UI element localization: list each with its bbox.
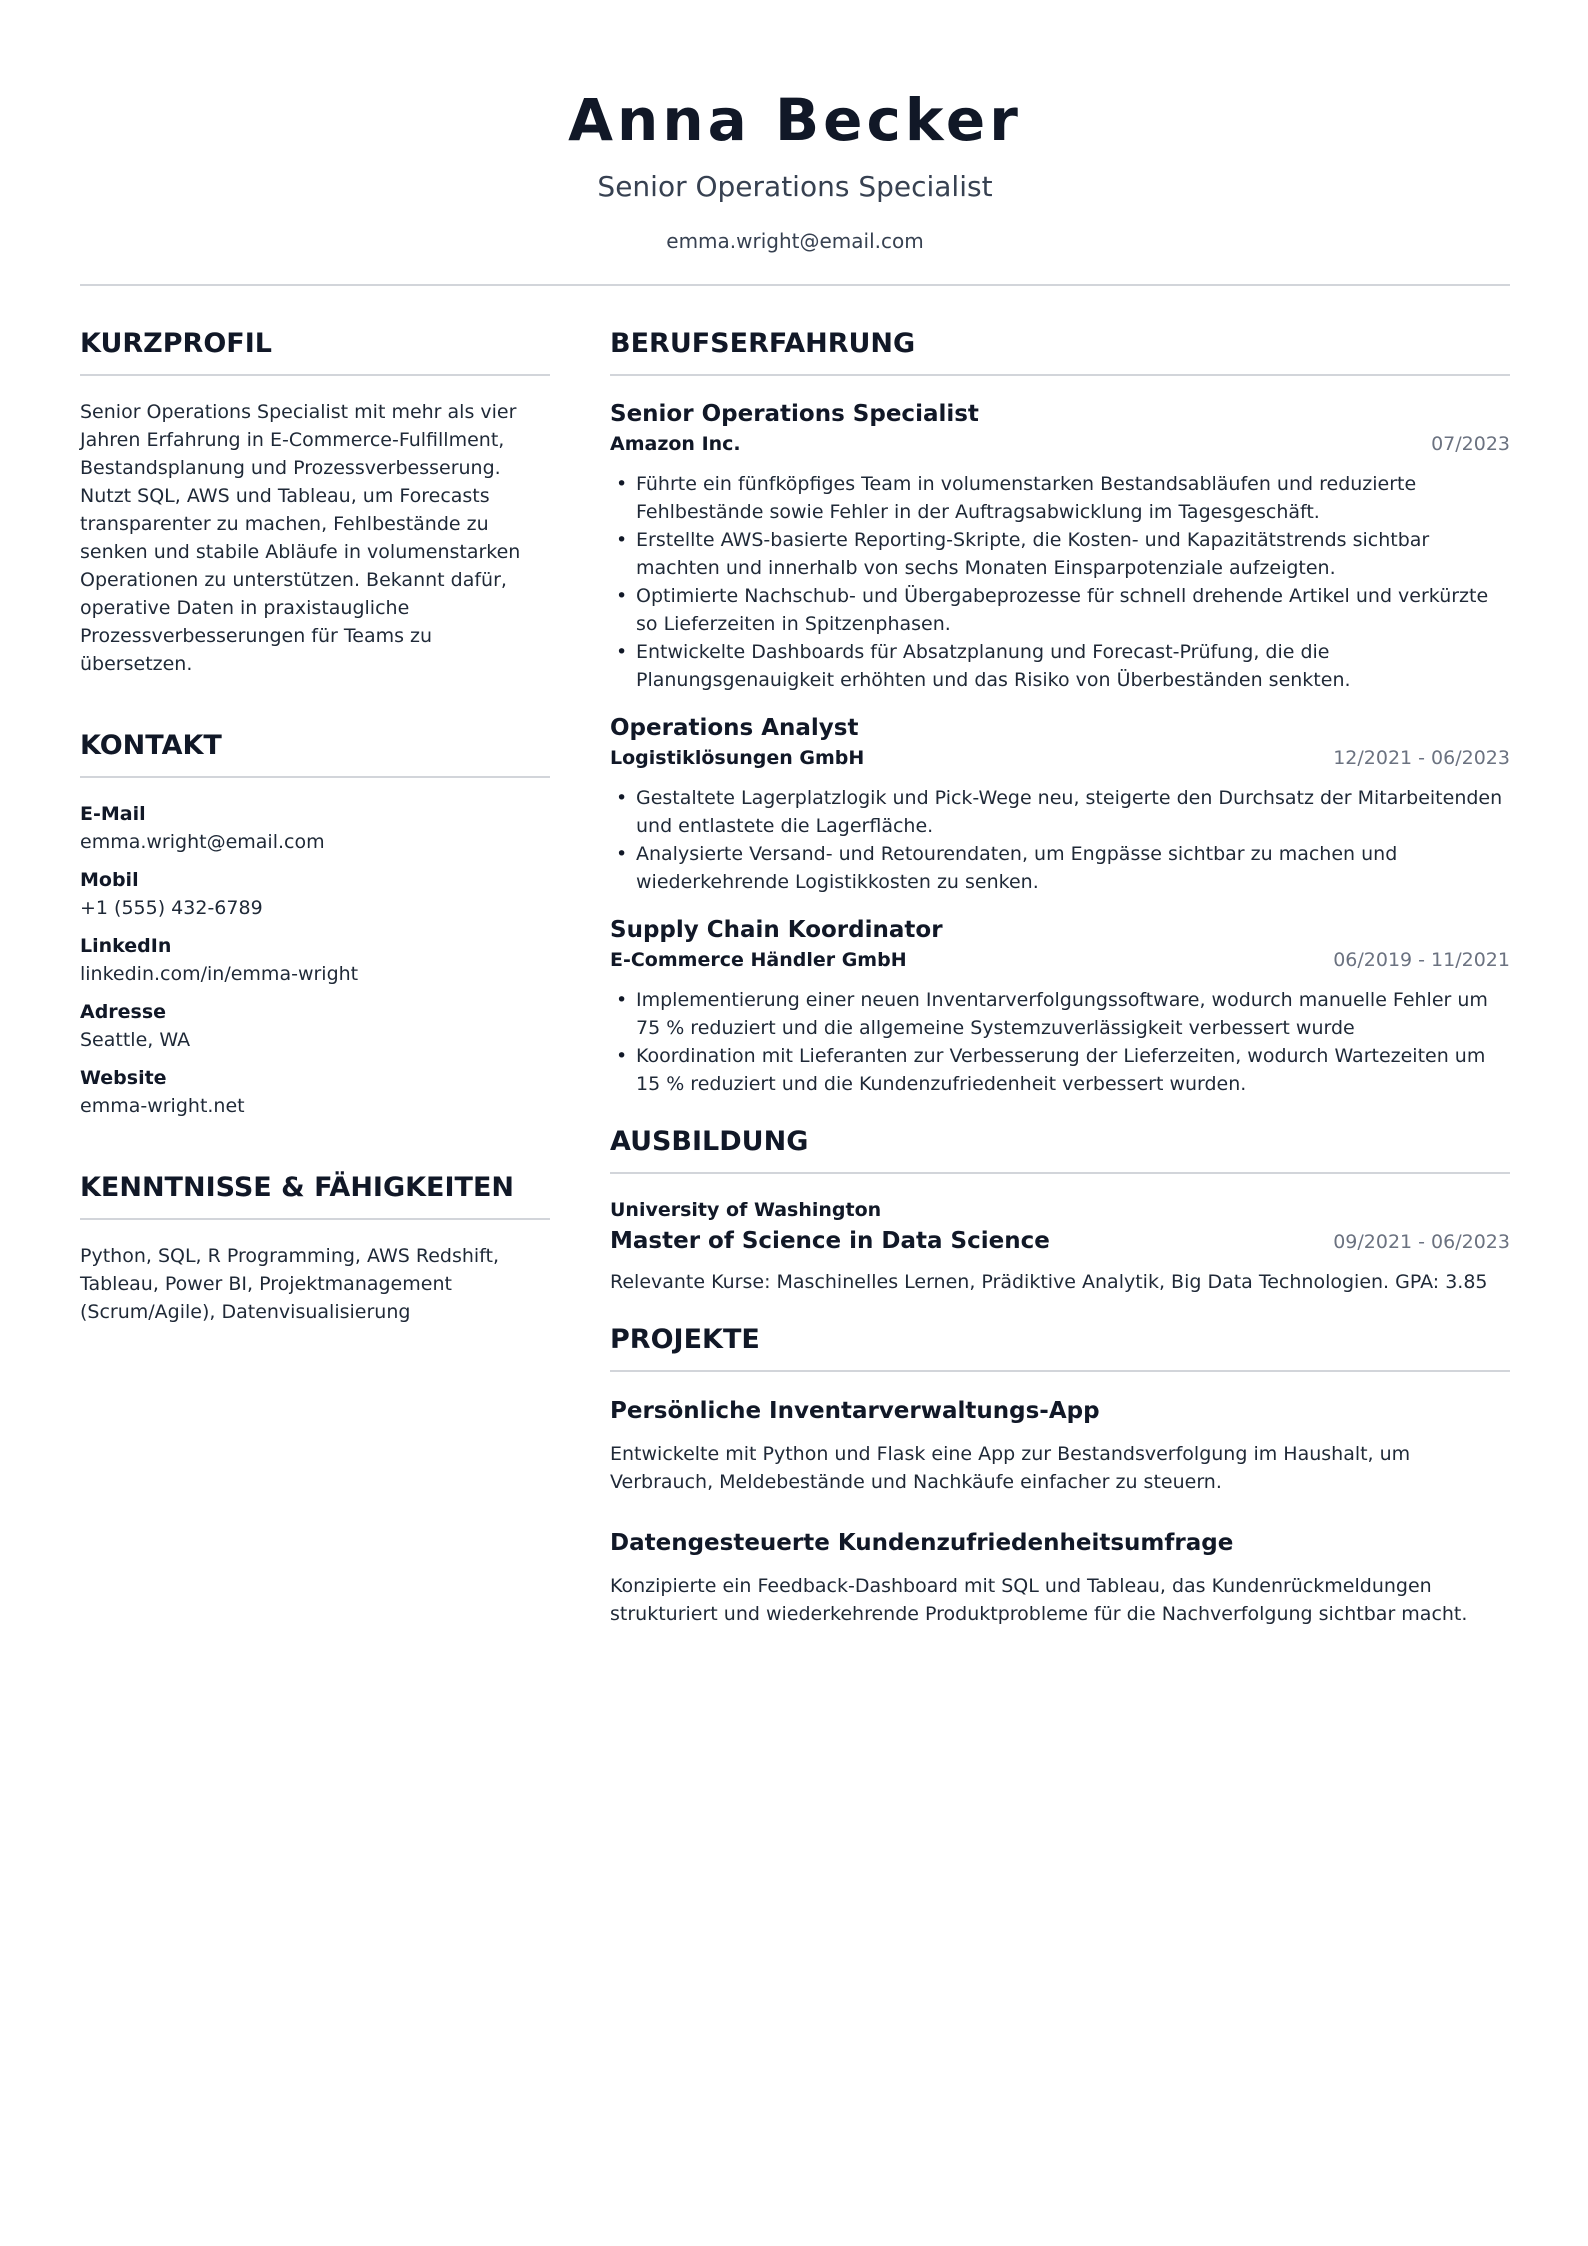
projects-title: PROJEKTE	[610, 1320, 1510, 1372]
education-school: University of Washington	[610, 1199, 882, 1221]
right-column	[610, 324, 1510, 1658]
education-dates: 09/2021 - 06/2023	[1333, 1231, 1510, 1253]
contact-section	[80, 726, 550, 1120]
job-bullet: • Analysierte Versand- und Retourendaten, um Engpässe sichtbar zu machen und wiederkehrende Logistikkosten zu senken.	[610, 840, 1510, 896]
job-bullets	[610, 784, 1510, 896]
candidate-name: Anna Becker	[568, 86, 1022, 154]
job-dates: 07/2023	[1431, 433, 1510, 455]
job-title: Senior Operations Specialist	[610, 401, 979, 427]
job-entry	[610, 914, 1510, 1098]
contact-linkedin-value: linkedin.com/in/emma-wright	[80, 963, 359, 985]
job-dates: 12/2021 - 06/2023	[1333, 747, 1510, 769]
skills-text: Python, SQL, R Programming, AWS Redshift, Tableau, Power BI, Projektmanagement (Scrum/Agile), Datenvisualisierung	[80, 1245, 500, 1323]
contact-item-mobile	[80, 866, 550, 922]
job-bullet: • Entwickelte Dashboards für Absatzplanung und Forecast-Prüfung, die die Planungsgenauigkeit erhöhten und das Risiko von Überbeständen senkten.	[610, 638, 1510, 694]
contact-title: KONTAKT	[80, 726, 550, 778]
summary-section	[80, 324, 550, 678]
left-column	[80, 324, 550, 1374]
experience-title: BERUFSERFAHRUNG	[610, 324, 1510, 376]
contact-label: Website	[80, 1067, 167, 1089]
project-text: Entwickelte mit Python und Flask eine App zur Bestandsverfolgung im Haushalt, um Verbrauch, Meldebestände und Nachkäufe einfacher zu steuern.	[610, 1443, 1411, 1493]
education-degree: Master of Science in Data Science	[610, 1228, 1050, 1254]
projects-section	[610, 1320, 1510, 1628]
job-company: Amazon Inc.	[610, 433, 741, 455]
project-title: Datengesteuerte Kundenzufriedenheitsumfrage	[610, 1530, 1234, 1556]
education-row	[610, 1224, 1510, 1258]
job-bullets	[610, 470, 1510, 694]
job-bullet: • Führte ein fünfköpfiges Team in volumenstarken Bestandsabläufen und reduzierte Fehlbestände sowie Fehler in der Auftragsabwicklung im Tagesgeschäft.	[610, 470, 1510, 526]
job-company: Logistiklösungen GmbH	[610, 747, 865, 769]
job-meta	[610, 946, 1510, 974]
skills-section	[80, 1168, 550, 1326]
job-bullet: • Implementierung einer neuen Inventarverfolgungssoftware, wodurch manuelle Fehler um 75 % reduziert und die allgemeine Systemzuverlässigkeit verbessert wurde	[610, 986, 1510, 1042]
contact-label: LinkedIn	[80, 935, 172, 957]
contact-email-value: emma.wright@email.com	[80, 831, 325, 853]
header-email: emma.wright@email.com	[666, 229, 924, 253]
resume-header	[80, 0, 1510, 286]
contact-item-linkedin	[80, 932, 550, 988]
job-title: Operations Analyst	[610, 715, 859, 741]
contact-address-value: Seattle, WA	[80, 1029, 191, 1051]
candidate-headline: Senior Operations Specialist	[597, 170, 993, 203]
job-title: Supply Chain Koordinator	[610, 917, 943, 943]
job-entry	[610, 712, 1510, 896]
job-entry	[610, 398, 1510, 694]
contact-website-value: emma-wright.net	[80, 1095, 245, 1117]
contact-label: Adresse	[80, 1001, 167, 1023]
contact-label: E-Mail	[80, 803, 146, 825]
summary-title: KURZPROFIL	[80, 324, 550, 376]
contact-item-email	[80, 800, 550, 856]
job-meta	[610, 744, 1510, 772]
education-details: Relevante Kurse: Maschinelles Lernen, Prädiktive Analytik, Big Data Technologien. GPA: 3.85	[610, 1271, 1488, 1293]
job-bullet: • Optimierte Nachschub- und Übergabeprozesse für schnell drehende Artikel und verkürzte so Lieferzeiten in Spitzenphasen.	[610, 582, 1510, 638]
contact-item-website	[80, 1064, 550, 1120]
project-entry	[610, 1526, 1510, 1628]
job-bullets	[610, 986, 1510, 1098]
contact-item-address	[80, 998, 550, 1054]
education-title: AUSBILDUNG	[610, 1122, 1510, 1174]
job-bullet: • Gestaltete Lagerplatzlogik und Pick-Wege neu, steigerte den Durchsatz der Mitarbeitenden und entlastete die Lagerfläche.	[610, 784, 1510, 840]
experience-section	[610, 324, 1510, 1098]
job-bullet: • Erstellte AWS-basierte Reporting-Skripte, die Kosten- und Kapazitätstrends sichtbar machten und innerhalb von sechs Monaten Einsparpotenziale aufzeigten.	[610, 526, 1510, 582]
contact-label: Mobil	[80, 869, 139, 891]
contact-mobile-value: +1 (555) 432-6789	[80, 897, 263, 919]
skills-title: KENNTNISSE & FÄHIGKEITEN	[80, 1168, 550, 1220]
job-company: E-Commerce Händler GmbH	[610, 949, 907, 971]
summary-text: Senior Operations Specialist mit mehr als vier Jahren Erfahrung in E-Commerce-Fulfillment, Bestandsplanung und Prozessverbesserung. Nutzt SQL, AWS und Tableau, um Forecasts transparenter zu machen, Fehlbestände zu senken und stabile Abläufe in volumenstarken Operationen zu unterstützen. Bekannt dafür, operative Daten in praxistaugliche Prozessverbesserungen für Teams zu übersetzen.	[80, 401, 521, 675]
project-text: Konzipierte ein Feedback-Dashboard mit SQL und Tableau, das Kundenrückmeldungen strukturiert und wiederkehrende Produktprobleme für die Nachverfolgung sichtbar macht.	[610, 1575, 1468, 1625]
job-bullet: • Koordination mit Lieferanten zur Verbesserung der Lieferzeiten, wodurch Wartezeiten um 15 % reduziert und die Kundenzufriedenheit verbessert wurden.	[610, 1042, 1510, 1098]
education-section	[610, 1122, 1510, 1296]
job-meta	[610, 430, 1510, 458]
project-title: Persönliche Inventarverwaltungs-App	[610, 1398, 1100, 1424]
job-dates: 06/2019 - 11/2021	[1333, 949, 1510, 971]
project-entry	[610, 1394, 1510, 1496]
